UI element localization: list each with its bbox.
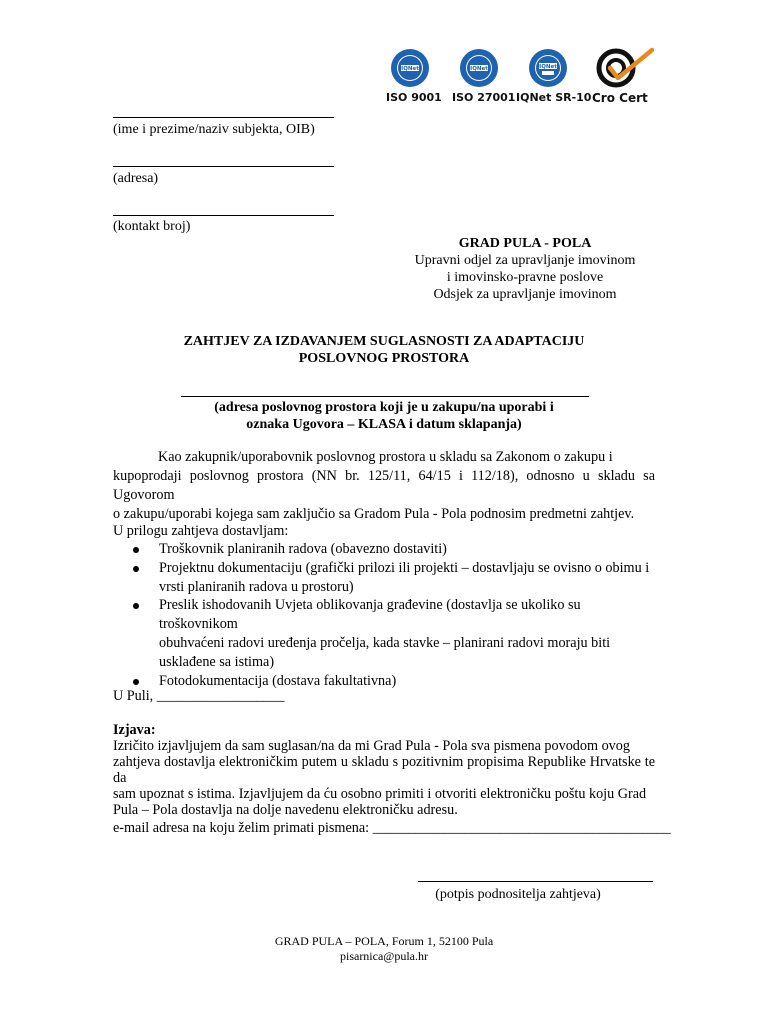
list-item — [113, 540, 655, 559]
applicant-contact-hint: (kontakt broj) — [113, 219, 191, 234]
applicant-address-line — [113, 166, 334, 167]
statement-line-3: sam upoznat s istima. Izjavljujem da ću osobno primiti i otvoriti elektroničku poštu koju Grad — [113, 786, 647, 802]
premises-hint — [113, 399, 655, 433]
applicant-name-line — [113, 117, 334, 118]
recipient-department: Upravni odjel za upravljanje imovinom — [414, 253, 636, 268]
intro-line-1: Kao zakupnik/uporabovnik poslovnog prostora u skladu sa Zakonom o zakupu i — [158, 449, 613, 465]
bullet-icon — [133, 603, 139, 609]
recipient-department-cont: i imovinsko-pravne poslove — [446, 270, 604, 285]
premises-hint-line-1: (adresa poslovnog prostora koji je u zakupu/na uporabi i — [214, 400, 554, 415]
statement-block — [113, 722, 655, 818]
bullet-icon — [133, 679, 139, 685]
bullet-icon — [133, 547, 139, 553]
applicant-address-hint: (adresa) — [113, 171, 159, 186]
recipient-name: GRAD PULA - POLA — [458, 236, 592, 251]
intro-line-2: kupoprodaji poslovnog prostora (NN br. 125/11, 64/15 i 112/18), odnosno u skladu sa Ugovorom — [113, 468, 655, 503]
iso-27001-label: ISO 27001 — [452, 91, 516, 104]
iqnet-sr10-label: IQNet SR-10 — [516, 91, 592, 104]
iqnet-badge-text: IQNet — [470, 66, 488, 72]
attachment-text: Troškovnik planiranih radova (obavezno dostaviti) — [159, 541, 447, 557]
recipient-address — [405, 235, 645, 303]
attachment-text: Preslik ishodovanih Uvjeta oblikovanja građevine (dostavlja se ukoliko su troškovnikom — [159, 597, 581, 633]
attachment-text: usklađene sa istima) — [159, 653, 275, 670]
list-item — [113, 596, 655, 671]
statement-line-2: zahtjeva dostavlja elektroničkim putem u skladu s pozitivnim propisima Republike Hrvatske te da — [113, 754, 655, 786]
document-title-line-2: POSLOVNOG PROSTORA — [298, 351, 470, 366]
intro-line-3: o zakupu/uporabi kojega sam zaključio sa Gradom Pula - Pola podnosim predmetni zahtjev. — [113, 506, 635, 522]
statement-line-4: Pula – Pola dostavlja na dolje navedenu elektroničku adresu. — [113, 802, 458, 818]
cro-cert-logo-icon — [596, 46, 654, 95]
place-date-line: U Puli, __________________ — [113, 688, 285, 704]
list-item — [113, 559, 655, 597]
attachments-heading: U prilogu zahtjeva dostavljam: — [113, 523, 289, 539]
iqnet-badge-text: IQNet — [401, 66, 419, 72]
page-footer — [113, 934, 655, 964]
email-field-line: e-mail adresa na koju želim primati pismena: __________________________________________ — [113, 820, 671, 836]
attachment-text: Fotodokumentacija (dostava fakultativna) — [159, 672, 397, 689]
premises-line — [181, 396, 589, 397]
attachment-text: vrsti planiranih radova u prostoru) — [159, 578, 354, 595]
intro-paragraph — [113, 448, 655, 524]
bullet-icon — [133, 566, 139, 572]
document-title-line-1: ZAHTJEV ZA IZDAVANJEM SUGLASNOSTI ZA ADAPTACIJU — [183, 334, 585, 349]
iso-9001-seal-icon — [390, 48, 430, 93]
statement-line-1: Izričito izjavljujem da sam suglasan/na da mi Grad Pula - Pola sva pismena povodom ovog — [113, 738, 630, 754]
applicant-contact-line — [113, 215, 334, 216]
signature-hint: (potpis podnositelja zahtjeva) — [435, 887, 601, 902]
iqnet-badge-text: IQNet — [539, 64, 557, 70]
footer-email: pisarnica@pula.hr — [339, 949, 429, 963]
iso-9001-label: ISO 9001 — [386, 91, 442, 104]
cro-cert-label: Cro Cert — [592, 91, 648, 105]
premises-hint-line-2: oznaka Ugovora – KLASA i datum sklapanja) — [246, 417, 522, 432]
footer-address: GRAD PULA – POLA, Forum 1, 52100 Pula — [274, 934, 494, 948]
attachment-text: Projektnu dokumentaciju (grafički prilozi ili projekti – dostavljaju se ovisno o obimu i — [159, 559, 650, 576]
attachment-text: obuhvaćeni radovi uređenja pročelja, kada stavke – planirani radovi moraju biti — [159, 634, 611, 651]
statement-heading: Izjava: — [113, 722, 156, 738]
iso-27001-seal-icon — [459, 48, 499, 93]
recipient-section: Odsjek za upravljanje imovinom — [433, 287, 617, 302]
document-title — [113, 333, 655, 367]
attachments-list — [113, 540, 655, 690]
signature-line — [418, 881, 653, 882]
iqnet-sr10-seal-icon — [528, 48, 568, 93]
applicant-name-hint: (ime i prezime/naziv subjekta, OIB) — [113, 122, 315, 137]
